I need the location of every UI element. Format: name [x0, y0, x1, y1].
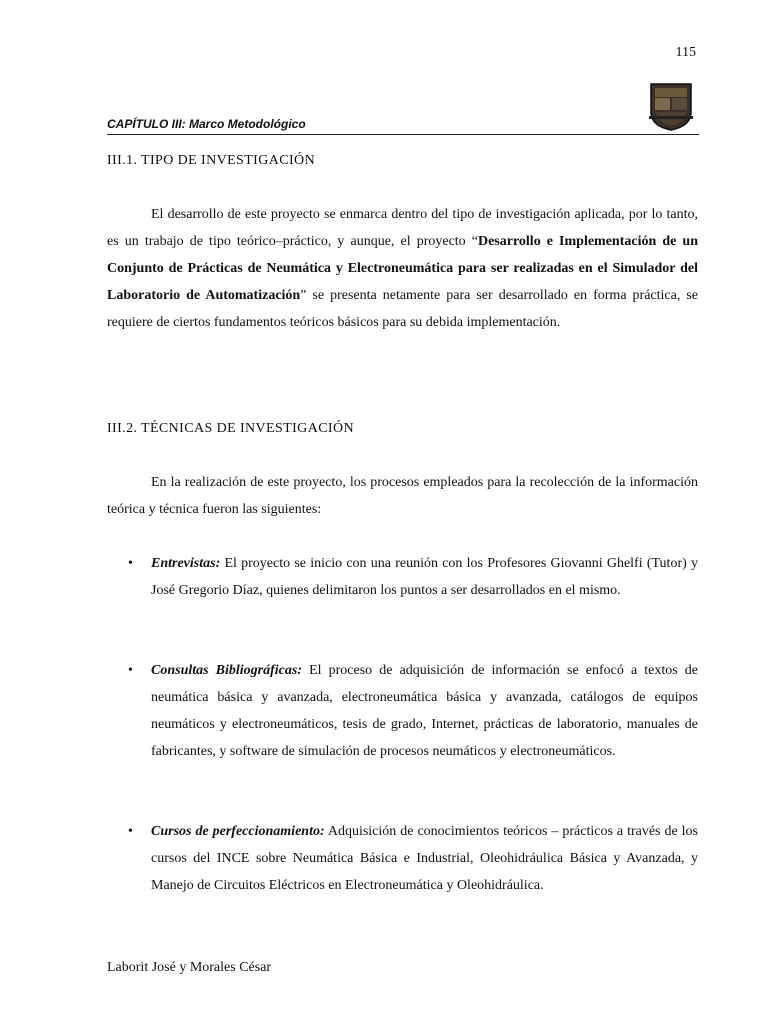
list-item-cursos	[128, 818, 699, 899]
list-item-term: Entrevistas:	[151, 556, 221, 571]
paragraph-text-start: El desarrollo de este proyecto se enmarca dentro del tipo de investigación aplicada, por lo tanto, es un trabajo de tipo teórico–práctico, y aunque, el proyecto “	[107, 207, 698, 249]
paragraph-tecnicas-intro	[107, 469, 698, 523]
project-title: Desarrollo e Implementación de un Conjunto de Prácticas de Neumática y Electroneumática para ser realizadas en el Simulador del Laboratorio de Automatización	[107, 234, 698, 303]
page-number: 115	[675, 45, 696, 60]
footer-authors: Laborit José y Morales César	[107, 960, 272, 975]
bullet-icon: •	[128, 556, 133, 571]
section-heading-tecnicas: III.2. TÉCNICAS DE INVESTIGACIÓN	[107, 421, 355, 436]
list-item-term: Consultas Bibliográficas:	[151, 663, 303, 678]
list-item-consultas	[128, 657, 698, 765]
list-item-text: El proceso de adquisición de información se enfocó a textos de neumática básica y avanzada, electroneumática básica y avanzada, catálogos de equipos neumáticos y electroneumáticos, tesis de grado, Internet, prácticas de laboratorio, manuales de fabricantes, y software de simulación de procesos neumáticos y electroneumáticos.	[151, 663, 698, 759]
chapter-header: CAPÍTULO III: Marco Metodológico	[107, 117, 306, 131]
list-item-text: Adquisición de conocimientos teóricos – prácticos a través de los cursos del INCE sobre Neumática Básica e Industrial, Oleohidráulica Básica y Avanzada, y Manejo de Circuitos Eléctricos en Electroneumática y Oleohidráulica.	[151, 824, 699, 893]
bullet-icon: •	[128, 824, 133, 839]
section-heading-tipo: III.1. TIPO DE INVESTIGACIÓN	[107, 153, 316, 168]
intro-text: En la realización de este proyecto, los procesos empleados para la recolección de la información teórica y técnica fueron las siguientes:	[107, 475, 698, 517]
header-divider	[107, 134, 699, 135]
list-item-entrevistas	[128, 550, 698, 604]
university-crest-icon	[647, 82, 695, 132]
list-item-text: El proyecto se inicio con una reunión con los Profesores Giovanni Ghelfi (Tutor) y José Gregorio Díaz, quienes delimitaron los puntos a ser desarrollados en el mismo.	[151, 556, 698, 598]
bullet-icon: •	[128, 663, 133, 678]
list-item-term: Cursos de perfeccionamiento:	[151, 824, 325, 839]
paragraph-text-end: ” se presenta netamente para ser desarrollado en forma práctica, se requiere de ciertos fundamentos teóricos básicos para su debida implementación.	[107, 288, 698, 330]
paragraph-tipo-investigacion	[107, 201, 698, 336]
